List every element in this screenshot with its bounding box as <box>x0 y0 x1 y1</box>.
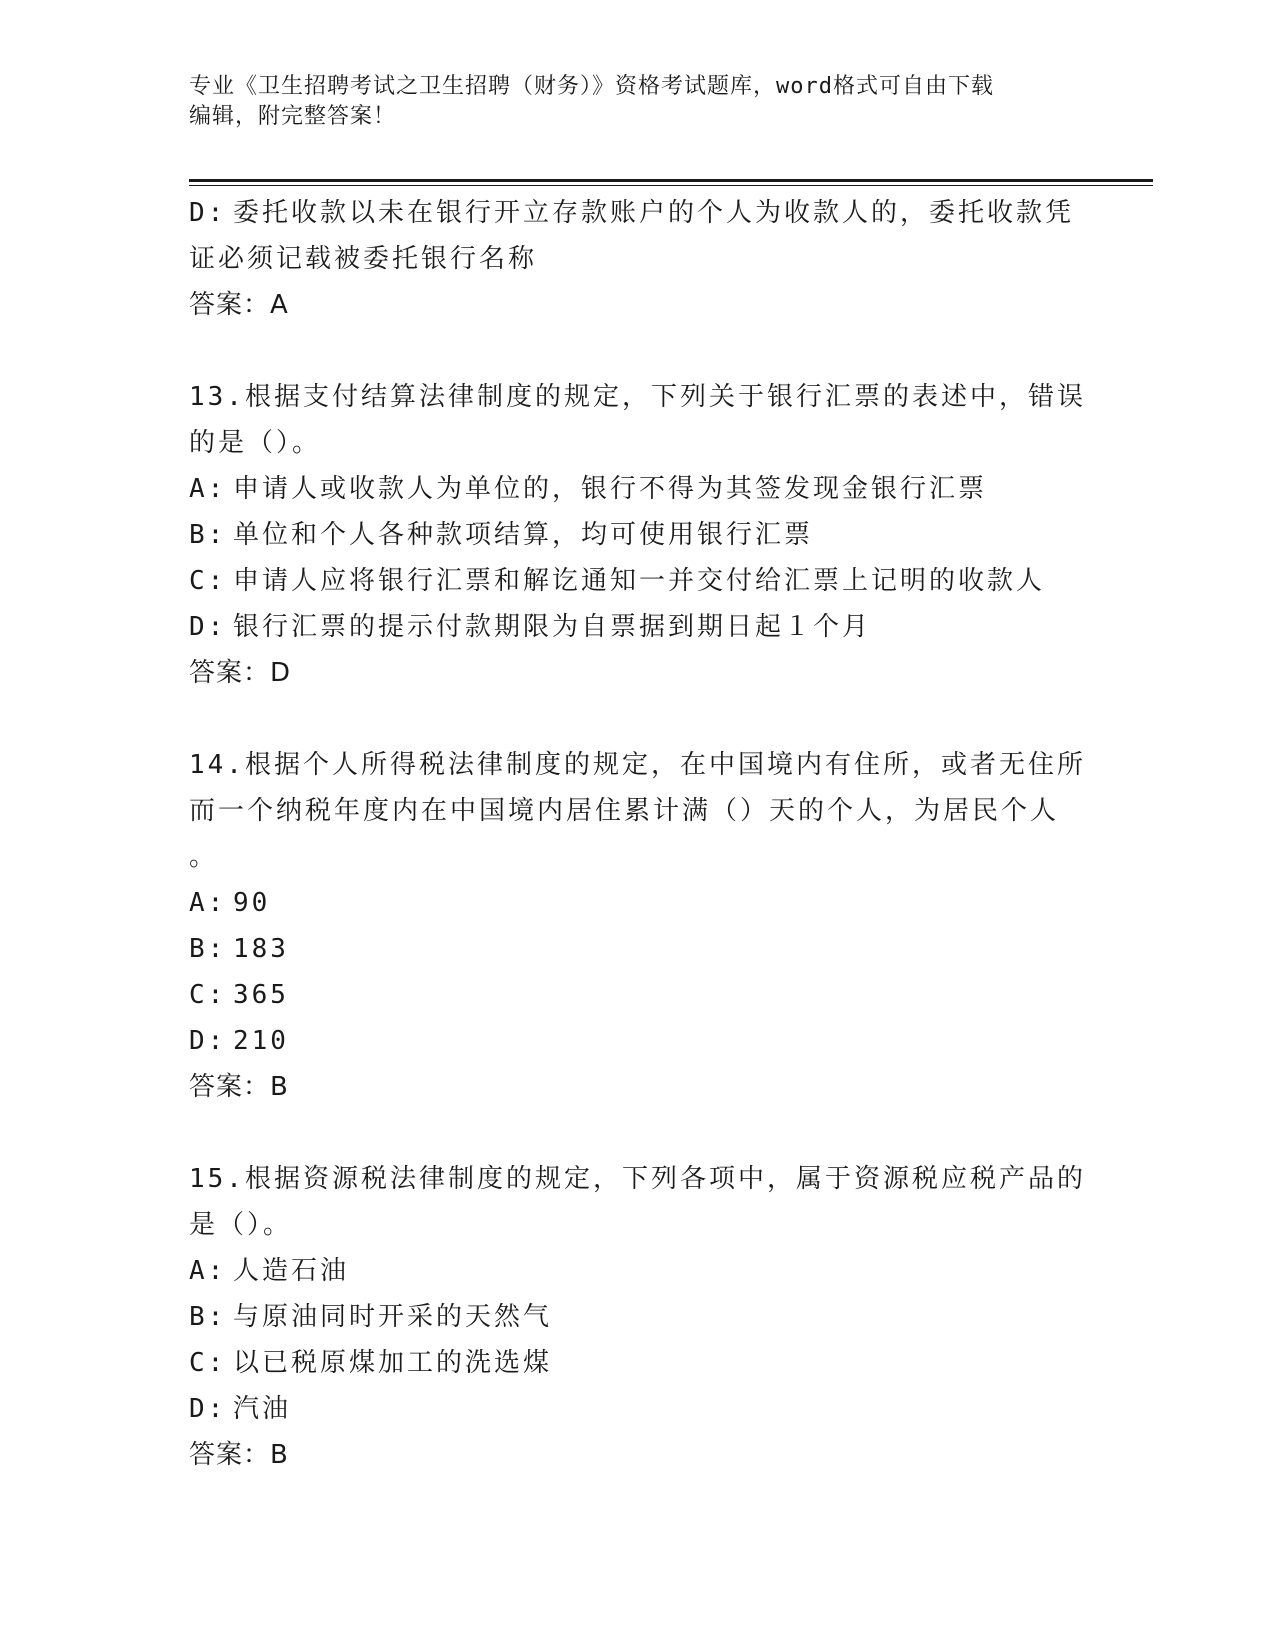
option-text: 委托收款以未在银行开立存款账户的个人为收款人的，委托收款凭 <box>233 198 1075 228</box>
option-text: 以已税原煤加工的洗选煤 <box>233 1348 553 1378</box>
question-13 <box>189 374 1089 696</box>
option-key: A: <box>189 888 227 918</box>
option-text: 申请人或收款人为单位的，银行不得为其签发现金银行汇票 <box>233 474 988 504</box>
page-header <box>189 72 1089 132</box>
header-divider-thick <box>189 179 1153 182</box>
option-b <box>189 1294 1089 1340</box>
option-c <box>189 1340 1089 1386</box>
option-text: 汽油 <box>233 1394 292 1424</box>
option-text: 银行汇票的提示付款期限为自票据到期日起１个月 <box>233 612 872 642</box>
question-stem: 14.根据个人所得税法律制度的规定，在中国境内有住所，或者无住所 <box>189 750 1086 780</box>
option-key: C: <box>189 1348 227 1378</box>
option-c <box>189 558 1089 604</box>
option-d <box>189 1386 1089 1432</box>
previous-question-tail <box>189 190 1089 328</box>
option-text: 人造石油 <box>233 1256 350 1286</box>
option-a <box>189 1248 1089 1294</box>
option-key: D: <box>189 1394 227 1424</box>
answer-line: 答案：B <box>189 1072 289 1102</box>
question-stem-continuation: 的是（）。 <box>189 428 322 458</box>
option-key: B: <box>189 934 227 964</box>
option-a <box>189 880 1089 926</box>
option-d <box>189 604 1089 650</box>
option-text: 单位和个人各种款项结算，均可使用银行汇票 <box>233 520 814 550</box>
option-text: 与原油同时开采的天然气 <box>233 1302 553 1332</box>
option-text: 申请人应将银行汇票和解讫通知一并交付给汇票上记明的收款人 <box>233 566 1046 596</box>
answer-line: 答案：A <box>189 290 289 320</box>
question-stem-continuation: 是（）。 <box>189 1210 293 1240</box>
option-key: D: <box>189 612 227 642</box>
option-c <box>189 972 1089 1018</box>
option-a <box>189 466 1089 512</box>
option-key: B: <box>189 520 227 550</box>
header-line-1: 专业《卫生招聘考试之卫生招聘（财务）》资格考试题库，word格式可自由下载 <box>189 74 994 99</box>
option-d <box>189 190 1089 236</box>
option-b <box>189 926 1089 972</box>
option-key: C: <box>189 980 227 1010</box>
option-d <box>189 1018 1089 1064</box>
option-b <box>189 512 1089 558</box>
document-body <box>189 190 1089 1478</box>
option-text: 90 <box>233 888 271 918</box>
question-stem-continuation: 而一个纳税年度内在中国境内居住累计满（）天的个人，为居民个人 <box>189 796 1060 826</box>
option-key: D: <box>189 198 227 228</box>
question-stem-continuation: 。 <box>189 842 219 872</box>
question-stem: 15.根据资源税法律制度的规定，下列各项中，属于资源税应税产品的 <box>189 1164 1086 1194</box>
option-key: B: <box>189 1302 227 1332</box>
option-key: A: <box>189 474 227 504</box>
option-text: 365 <box>233 980 289 1010</box>
header-line-2: 编辑，附完整答案！ <box>189 104 397 129</box>
option-key: D: <box>189 1026 227 1056</box>
question-stem: 13.根据支付结算法律制度的规定，下列关于银行汇票的表述中，错误 <box>189 382 1086 412</box>
question-14 <box>189 742 1089 1110</box>
option-text: 183 <box>233 934 289 964</box>
answer-line: 答案：B <box>189 1440 289 1470</box>
option-d-continuation: 证必须记载被委托银行名称 <box>189 244 538 274</box>
header-divider-thin <box>189 185 1153 186</box>
option-key: A: <box>189 1256 227 1286</box>
option-text: 210 <box>233 1026 289 1056</box>
answer-line: 答案：D <box>189 658 292 688</box>
question-15 <box>189 1156 1089 1478</box>
option-key: C: <box>189 566 227 596</box>
